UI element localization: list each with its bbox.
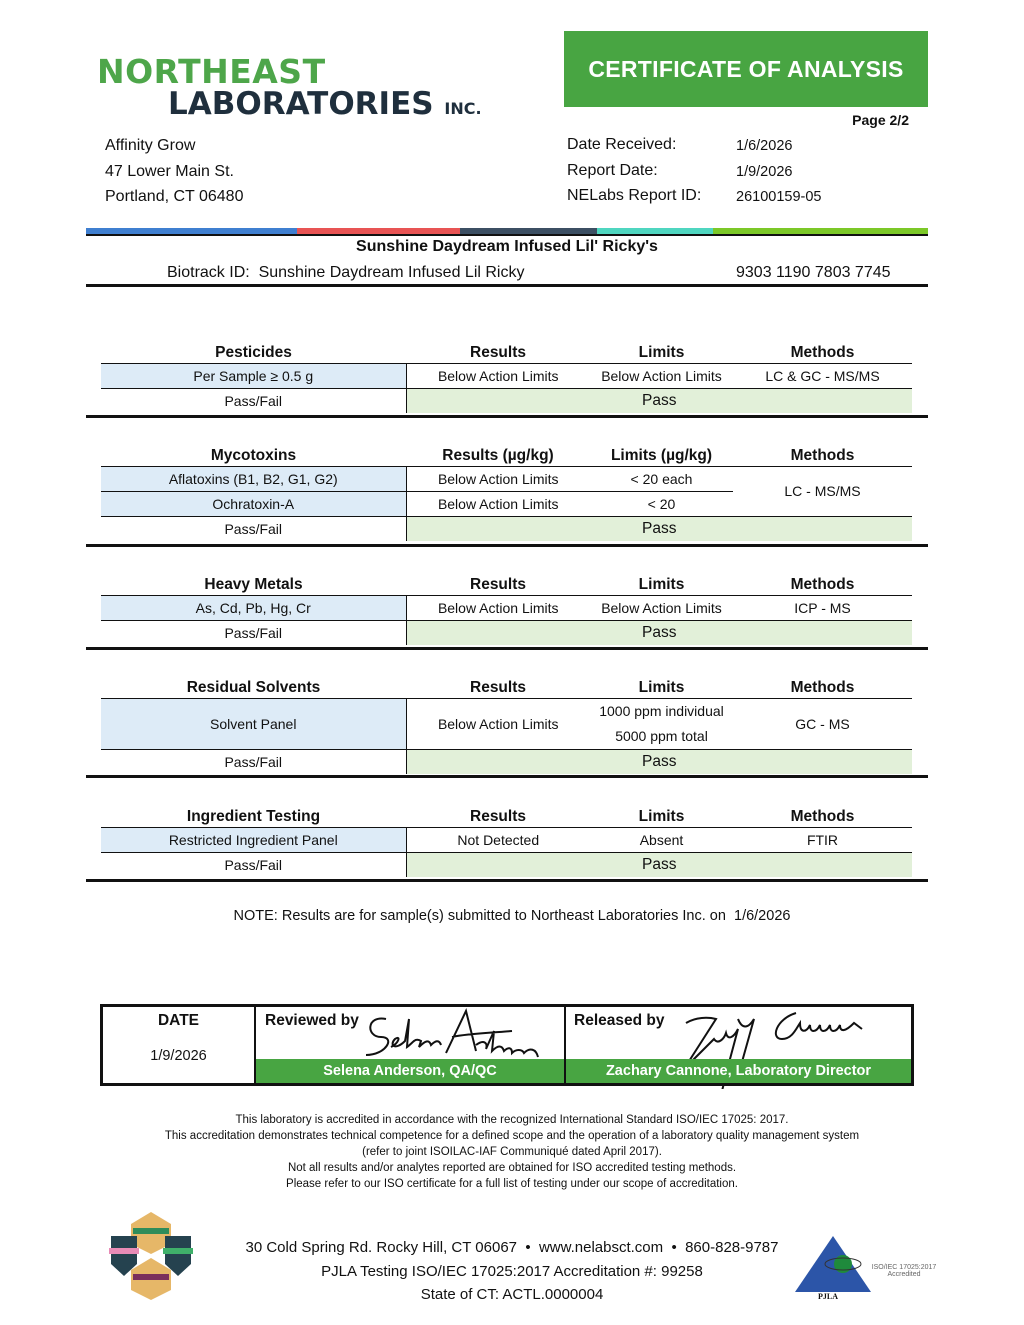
note xyxy=(0,908,1024,924)
analyte-cell: Per Sample ≥ 0.5 g xyxy=(101,363,406,388)
note-text: NOTE: Results are for sample(s) submitted to Northeast Laboratories Inc. on xyxy=(233,908,726,924)
reviewer-name: Selena Anderson, QA/QC xyxy=(256,1059,564,1083)
section-title: Residual Solvents xyxy=(101,675,406,698)
result-cell: Below Action Limits xyxy=(406,595,590,620)
table-header-row xyxy=(101,572,912,595)
logo-northeast: NORTHEAST xyxy=(97,52,326,91)
logo-suffix: INC. xyxy=(444,99,482,118)
page-number: Page 2/2 xyxy=(852,112,909,128)
column-header: Methods xyxy=(733,340,912,363)
table-header-row xyxy=(101,804,912,827)
reviewer-signature xyxy=(356,1007,556,1063)
section-title: Mycotoxins xyxy=(101,443,406,466)
column-header: Limits (µg/kg) xyxy=(590,443,733,466)
client-street: 47 Lower Main St. xyxy=(105,163,234,180)
table-row xyxy=(101,363,912,388)
results-table xyxy=(101,675,912,774)
results-table xyxy=(101,340,912,413)
divider xyxy=(86,284,928,287)
accreditation-line: Please refer to our ISO certificate for a full list of testing under our scope of accreditation. xyxy=(286,1178,738,1190)
limits-cell: < 20 each xyxy=(590,466,733,491)
pjla-badge-text: ISO/IEC 17025:2017 Accredited xyxy=(871,1264,937,1278)
limits-cell xyxy=(590,698,733,749)
logo-laboratories xyxy=(168,86,482,122)
table-row xyxy=(101,698,912,749)
section-divider xyxy=(86,879,928,882)
pass-status: Pass xyxy=(406,620,912,645)
section-divider xyxy=(86,647,928,650)
pjla-logo-text: PJLA xyxy=(818,1292,838,1301)
column-header: Results xyxy=(406,675,590,698)
analyte-cell: As, Cd, Pb, Hg, Cr xyxy=(101,595,406,620)
column-header: Results xyxy=(406,804,590,827)
released-label: Released by xyxy=(574,1012,665,1029)
result-cell: Below Action Limits xyxy=(406,363,590,388)
report-id-label: NELabs Report ID: xyxy=(567,187,702,204)
result-cell: Not Detected xyxy=(406,827,590,852)
section-title: Pesticides xyxy=(101,340,406,363)
pass-fail-row xyxy=(101,516,912,541)
analyte-cell: Restricted Ingredient Panel xyxy=(101,827,406,852)
limits-cell: Below Action Limits xyxy=(590,595,733,620)
footer-contact: 30 Cold Spring Rd. Rocky Hill, CT 06067 • www.nelabsct.com • 860-828-9787 xyxy=(245,1239,779,1256)
analyte-cell: Solvent Panel xyxy=(101,698,406,749)
footer-website: www.nelabsct.com xyxy=(538,1239,664,1256)
client-name: Affinity Grow xyxy=(105,137,196,154)
signoff-box xyxy=(100,1004,914,1086)
results-table xyxy=(101,804,912,877)
column-header: Methods xyxy=(733,804,912,827)
footer-state-license: State of CT: ACTL.0000004 xyxy=(420,1286,604,1303)
method-cell: LC & GC - MS/MS xyxy=(733,363,912,388)
product-name: Sunshine Daydream Infused Lil' Ricky's xyxy=(356,238,658,255)
column-header: Limits xyxy=(590,572,733,595)
pjla-triangle-icon xyxy=(793,1234,873,1296)
limit-line: 5000 ppm total xyxy=(615,727,708,744)
pass-fail-label: Pass/Fail xyxy=(101,388,406,413)
footer-phone: 860-828-9787 xyxy=(685,1239,779,1256)
column-header: Methods xyxy=(733,572,912,595)
result-cell: Below Action Limits xyxy=(406,698,590,749)
pass-status: Pass xyxy=(406,749,912,774)
logo-text: LABORATORIES xyxy=(168,86,434,122)
report-id-value: 26100159-05 xyxy=(736,189,822,205)
pass-fail-label: Pass/Fail xyxy=(101,852,406,877)
table-row xyxy=(101,595,912,620)
method-cell: GC - MS xyxy=(733,698,912,749)
section-divider xyxy=(86,775,928,778)
releaser-name: Zachary Cannone, Laboratory Director xyxy=(566,1059,911,1083)
method-cell: FTIR xyxy=(733,827,912,852)
table-row xyxy=(101,466,912,491)
limit-line: 1000 ppm individual xyxy=(599,702,724,719)
pass-fail-label: Pass/Fail xyxy=(101,749,406,774)
analyte-cell: Aflatoxins (B1, B2, G1, G2) xyxy=(101,466,406,491)
divider xyxy=(86,234,928,236)
table-header-row xyxy=(101,443,912,466)
pass-fail-row xyxy=(101,620,912,645)
date-value: 1/9/2026 xyxy=(150,1048,207,1064)
results-table xyxy=(101,443,912,541)
pass-status: Pass xyxy=(406,388,912,413)
analyte-cell: Ochratoxin-A xyxy=(101,491,406,516)
client-city: Portland, CT 06480 xyxy=(105,188,244,205)
reviewed-label: Reviewed by xyxy=(265,1012,359,1029)
biotrack-number: 9303 1190 7803 7745 xyxy=(736,264,891,281)
column-header: Results xyxy=(406,572,590,595)
accreditation-statement xyxy=(0,1112,1024,1192)
pass-fail-row xyxy=(101,749,912,774)
biotrack-name: Sunshine Daydream Infused Lil Ricky xyxy=(258,264,525,281)
limits-cell: Absent xyxy=(590,827,733,852)
report-date-label: Report Date: xyxy=(567,162,658,179)
released-cell xyxy=(566,1007,911,1083)
footer-address: 30 Cold Spring Rd. Rocky Hill, CT 06067 xyxy=(245,1239,518,1256)
accreditation-line: (refer to joint ISOILAC-IAF Communiqué dated April 2017). xyxy=(362,1146,662,1158)
column-header: Methods xyxy=(733,443,912,466)
column-header: Methods xyxy=(733,675,912,698)
column-header: Limits xyxy=(590,340,733,363)
section-divider xyxy=(86,544,928,547)
section-divider xyxy=(86,415,928,418)
pass-fail-label: Pass/Fail xyxy=(101,516,406,541)
limits-cell: Below Action Limits xyxy=(590,363,733,388)
column-header: Results (µg/kg) xyxy=(406,443,590,466)
date-received-label: Date Received: xyxy=(567,136,677,153)
table-row xyxy=(101,827,912,852)
result-cell: Below Action Limits xyxy=(406,491,590,516)
method-cell: ICP - MS xyxy=(733,595,912,620)
column-header: Limits xyxy=(590,804,733,827)
note-date: 1/6/2026 xyxy=(734,908,791,924)
result-cell: Below Action Limits xyxy=(406,466,590,491)
accreditation-line: Not all results and/or analytes reported are obtained for ISO accredited testing methods. xyxy=(287,1162,737,1174)
pjla-logo xyxy=(793,1234,943,1304)
document-title: CERTIFICATE OF ANALYSIS xyxy=(564,31,928,107)
results-table xyxy=(101,572,912,645)
section-title: Heavy Metals xyxy=(101,572,406,595)
method-cell: LC - MS/MS xyxy=(733,466,912,516)
date-cell xyxy=(103,1007,256,1083)
section-title: Ingredient Testing xyxy=(101,804,406,827)
reviewed-cell xyxy=(256,1007,566,1083)
report-date-value: 1/9/2026 xyxy=(736,164,793,180)
pass-fail-row xyxy=(101,388,912,413)
biotrack-label: Biotrack ID: xyxy=(167,264,250,281)
accreditation-line: This laboratory is accredited in accordance with the recognized International Standard ISO/IEC 17025: 2017. xyxy=(235,1114,789,1126)
biotrack-id xyxy=(167,264,524,282)
date-received-value: 1/6/2026 xyxy=(736,138,793,154)
pass-status: Pass xyxy=(406,852,912,877)
table-header-row xyxy=(101,675,912,698)
footer-pjla: PJLA Testing ISO/IEC 17025:2017 Accreditation #: 99258 xyxy=(321,1262,703,1280)
pass-fail-row xyxy=(101,852,912,877)
table-header-row xyxy=(101,340,912,363)
pass-fail-label: Pass/Fail xyxy=(101,620,406,645)
accreditation-line: This accreditation demonstrates technical competence for a defined scope and the operation of a laboratory quality management system xyxy=(164,1130,860,1142)
limits-cell: < 20 xyxy=(590,491,733,516)
date-label: DATE xyxy=(157,1012,200,1029)
column-header: Limits xyxy=(590,675,733,698)
column-header: Results xyxy=(406,340,590,363)
pass-status: Pass xyxy=(406,516,912,541)
